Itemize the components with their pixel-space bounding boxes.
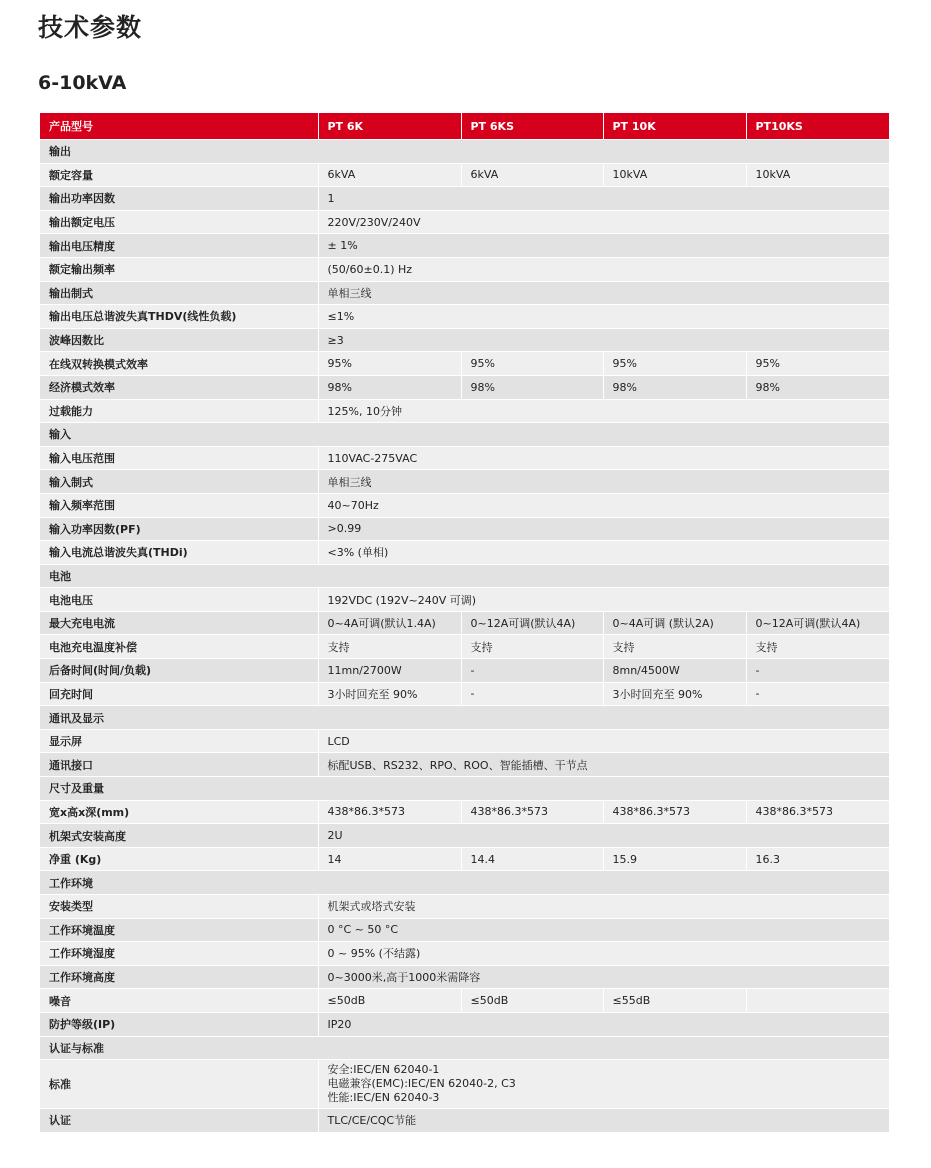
row-value: 0~4A可调 (默认2A) xyxy=(603,611,746,635)
row-label: 输出功率因数 xyxy=(40,187,318,211)
row-value: 支持 xyxy=(318,635,461,659)
row-value: 10kVA xyxy=(603,163,746,187)
table-row xyxy=(40,446,889,470)
row-value: - xyxy=(461,682,603,706)
row-value: 0 °C ~ 50 °C xyxy=(318,918,889,942)
category-row xyxy=(40,871,889,895)
row-value: <3% (单相) xyxy=(318,541,889,565)
category-row xyxy=(40,706,889,730)
table-row xyxy=(40,729,889,753)
table-row xyxy=(40,847,889,871)
row-label: 安装类型 xyxy=(40,895,318,919)
row-value: 0~12A可调(默认4A) xyxy=(746,611,889,635)
row-value: ≤50dB xyxy=(461,989,603,1013)
category-label: 输出 xyxy=(40,140,889,164)
row-value: 98% xyxy=(461,375,603,399)
row-label: 回充时间 xyxy=(40,682,318,706)
table-row xyxy=(40,635,889,659)
row-label: 额定输出频率 xyxy=(40,257,318,281)
table-row xyxy=(40,352,889,376)
table-row xyxy=(40,375,889,399)
table-row xyxy=(40,918,889,942)
header-model: PT 10K xyxy=(603,113,746,140)
table-row xyxy=(40,1012,889,1036)
category-row xyxy=(40,564,889,588)
section-title: 6-10kVA xyxy=(38,72,127,94)
row-value: 10kVA xyxy=(746,163,889,187)
row-label: 噪音 xyxy=(40,989,318,1013)
row-label: 输入频率范围 xyxy=(40,493,318,517)
row-value: ≤50dB xyxy=(318,989,461,1013)
row-value: IP20 xyxy=(318,1012,889,1036)
table-row xyxy=(40,234,889,258)
spec-table xyxy=(40,113,889,1132)
row-label: 宽x高x深(mm) xyxy=(40,800,318,824)
row-value: 95% xyxy=(318,352,461,376)
row-label: 在线双转换模式效率 xyxy=(40,352,318,376)
category-label: 通讯及显示 xyxy=(40,706,889,730)
table-row xyxy=(40,281,889,305)
row-value: 单相三线 xyxy=(318,470,889,494)
value-line: 电磁兼容(EMC):IEC/EN 62040-2, C3 xyxy=(327,1077,516,1091)
value-line: 安全:IEC/EN 62040-1 xyxy=(327,1063,440,1077)
category-label: 认证与标准 xyxy=(40,1036,889,1060)
row-value: 125%, 10分钟 xyxy=(318,399,889,423)
row-label: 波峰因数比 xyxy=(40,328,318,352)
row-value: 220V/230V/240V xyxy=(318,210,889,234)
row-value: 支持 xyxy=(461,635,603,659)
row-value: TLC/CE/CQC节能 xyxy=(318,1109,889,1132)
row-label: 电池充电温度补偿 xyxy=(40,635,318,659)
row-value: 6kVA xyxy=(461,163,603,187)
row-value: 6kVA xyxy=(318,163,461,187)
row-value: (50/60±0.1) Hz xyxy=(318,257,889,281)
row-label: 输出制式 xyxy=(40,281,318,305)
row-value: >0.99 xyxy=(318,517,889,541)
row-value: 2U xyxy=(318,824,889,848)
row-label: 防护等级(IP) xyxy=(40,1012,318,1036)
row-value: 3小时回充至 90% xyxy=(603,682,746,706)
table-row xyxy=(40,588,889,612)
row-value: 1 xyxy=(318,187,889,211)
table-row xyxy=(40,399,889,423)
table-row xyxy=(40,682,889,706)
row-label: 净重 (Kg) xyxy=(40,847,318,871)
table-row xyxy=(40,800,889,824)
row-value: 16.3 xyxy=(746,847,889,871)
row-value: 438*86.3*573 xyxy=(318,800,461,824)
table-row xyxy=(40,753,889,777)
row-label: 通讯接口 xyxy=(40,753,318,777)
row-value: 95% xyxy=(603,352,746,376)
row-value: 0~3000米,高于1000米需降容 xyxy=(318,965,889,989)
row-value: 15.9 xyxy=(603,847,746,871)
row-value: 0 ~ 95% (不结露) xyxy=(318,942,889,966)
row-value: 438*86.3*573 xyxy=(603,800,746,824)
row-value: 3小时回充至 90% xyxy=(318,682,461,706)
row-label: 过载能力 xyxy=(40,399,318,423)
table-row xyxy=(40,210,889,234)
table-row xyxy=(40,1060,889,1109)
row-value: 0~12A可调(默认4A) xyxy=(461,611,603,635)
header-label: 产品型号 xyxy=(40,113,318,140)
row-value: 110VAC-275VAC xyxy=(318,446,889,470)
row-label: 电池电压 xyxy=(40,588,318,612)
row-value: ≤1% xyxy=(318,305,889,329)
table-row xyxy=(40,328,889,352)
spec-table-body xyxy=(40,140,889,1132)
row-value: ≥3 xyxy=(318,328,889,352)
header-model: PT 6KS xyxy=(461,113,603,140)
category-row xyxy=(40,777,889,801)
row-value: 机架式或塔式安装 xyxy=(318,895,889,919)
value-line: 性能:IEC/EN 62040-3 xyxy=(327,1091,440,1105)
category-row xyxy=(40,423,889,447)
row-label: 输入制式 xyxy=(40,470,318,494)
row-value: 14 xyxy=(318,847,461,871)
row-label: 输入电压范围 xyxy=(40,446,318,470)
table-row xyxy=(40,611,889,635)
row-value: LCD xyxy=(318,729,889,753)
row-value: ≤55dB xyxy=(603,989,746,1013)
table-row xyxy=(40,541,889,565)
row-value: 98% xyxy=(318,375,461,399)
table-row xyxy=(40,470,889,494)
row-label: 标准 xyxy=(40,1060,318,1109)
row-label: 经济模式效率 xyxy=(40,375,318,399)
row-value: 40~70Hz xyxy=(318,493,889,517)
row-label: 最大充电电流 xyxy=(40,611,318,635)
row-label: 输出电压总谐波失真THDV(线性负载) xyxy=(40,305,318,329)
category-row xyxy=(40,140,889,164)
row-value: 支持 xyxy=(603,635,746,659)
row-value: 0~4A可调(默认1.4A) xyxy=(318,611,461,635)
row-value: 438*86.3*573 xyxy=(461,800,603,824)
table-row xyxy=(40,517,889,541)
table-row xyxy=(40,989,889,1013)
row-label: 输入电流总谐波失真(THDi) xyxy=(40,541,318,565)
header-model: PT10KS xyxy=(746,113,889,140)
table-row xyxy=(40,163,889,187)
row-value: 192VDC (192V~240V 可调) xyxy=(318,588,889,612)
table-row xyxy=(40,257,889,281)
row-value: 98% xyxy=(603,375,746,399)
row-value: 98% xyxy=(746,375,889,399)
row-value: - xyxy=(746,659,889,683)
row-value xyxy=(746,989,889,1013)
row-value: 单相三线 xyxy=(318,281,889,305)
row-label: 工作环境高度 xyxy=(40,965,318,989)
row-label: 工作环境湿度 xyxy=(40,942,318,966)
table-row xyxy=(40,187,889,211)
table-row xyxy=(40,1109,889,1132)
row-label: 输出额定电压 xyxy=(40,210,318,234)
row-label: 输出电压精度 xyxy=(40,234,318,258)
row-label: 机架式安装高度 xyxy=(40,824,318,848)
row-value: 95% xyxy=(461,352,603,376)
table-row xyxy=(40,895,889,919)
table-row xyxy=(40,965,889,989)
row-value: 438*86.3*573 xyxy=(746,800,889,824)
table-row xyxy=(40,493,889,517)
row-label: 显示屏 xyxy=(40,729,318,753)
row-value: ± 1% xyxy=(318,234,889,258)
row-value: - xyxy=(461,659,603,683)
table-row xyxy=(40,305,889,329)
row-value: 8mn/4500W xyxy=(603,659,746,683)
table-header-row xyxy=(40,113,889,140)
table-row xyxy=(40,824,889,848)
row-value: 14.4 xyxy=(461,847,603,871)
category-row xyxy=(40,1036,889,1060)
category-label: 尺寸及重量 xyxy=(40,777,889,801)
row-label: 认证 xyxy=(40,1109,318,1132)
row-value: 95% xyxy=(746,352,889,376)
row-label: 额定容量 xyxy=(40,163,318,187)
row-value: 标配USB、RS232、RPO、ROO、智能插槽、干节点 xyxy=(318,753,889,777)
row-label: 输入功率因数(PF) xyxy=(40,517,318,541)
row-value: - xyxy=(746,682,889,706)
table-row xyxy=(40,659,889,683)
header-model: PT 6K xyxy=(318,113,461,140)
row-value: 支持 xyxy=(746,635,889,659)
category-label: 工作环境 xyxy=(40,871,889,895)
row-value: 11mn/2700W xyxy=(318,659,461,683)
row-label: 工作环境温度 xyxy=(40,918,318,942)
row-label: 后备时间(时间/负载) xyxy=(40,659,318,683)
page-title: 技术参数 xyxy=(38,13,143,42)
table-row xyxy=(40,942,889,966)
category-label: 输入 xyxy=(40,423,889,447)
category-label: 电池 xyxy=(40,564,889,588)
row-value xyxy=(318,1060,889,1109)
